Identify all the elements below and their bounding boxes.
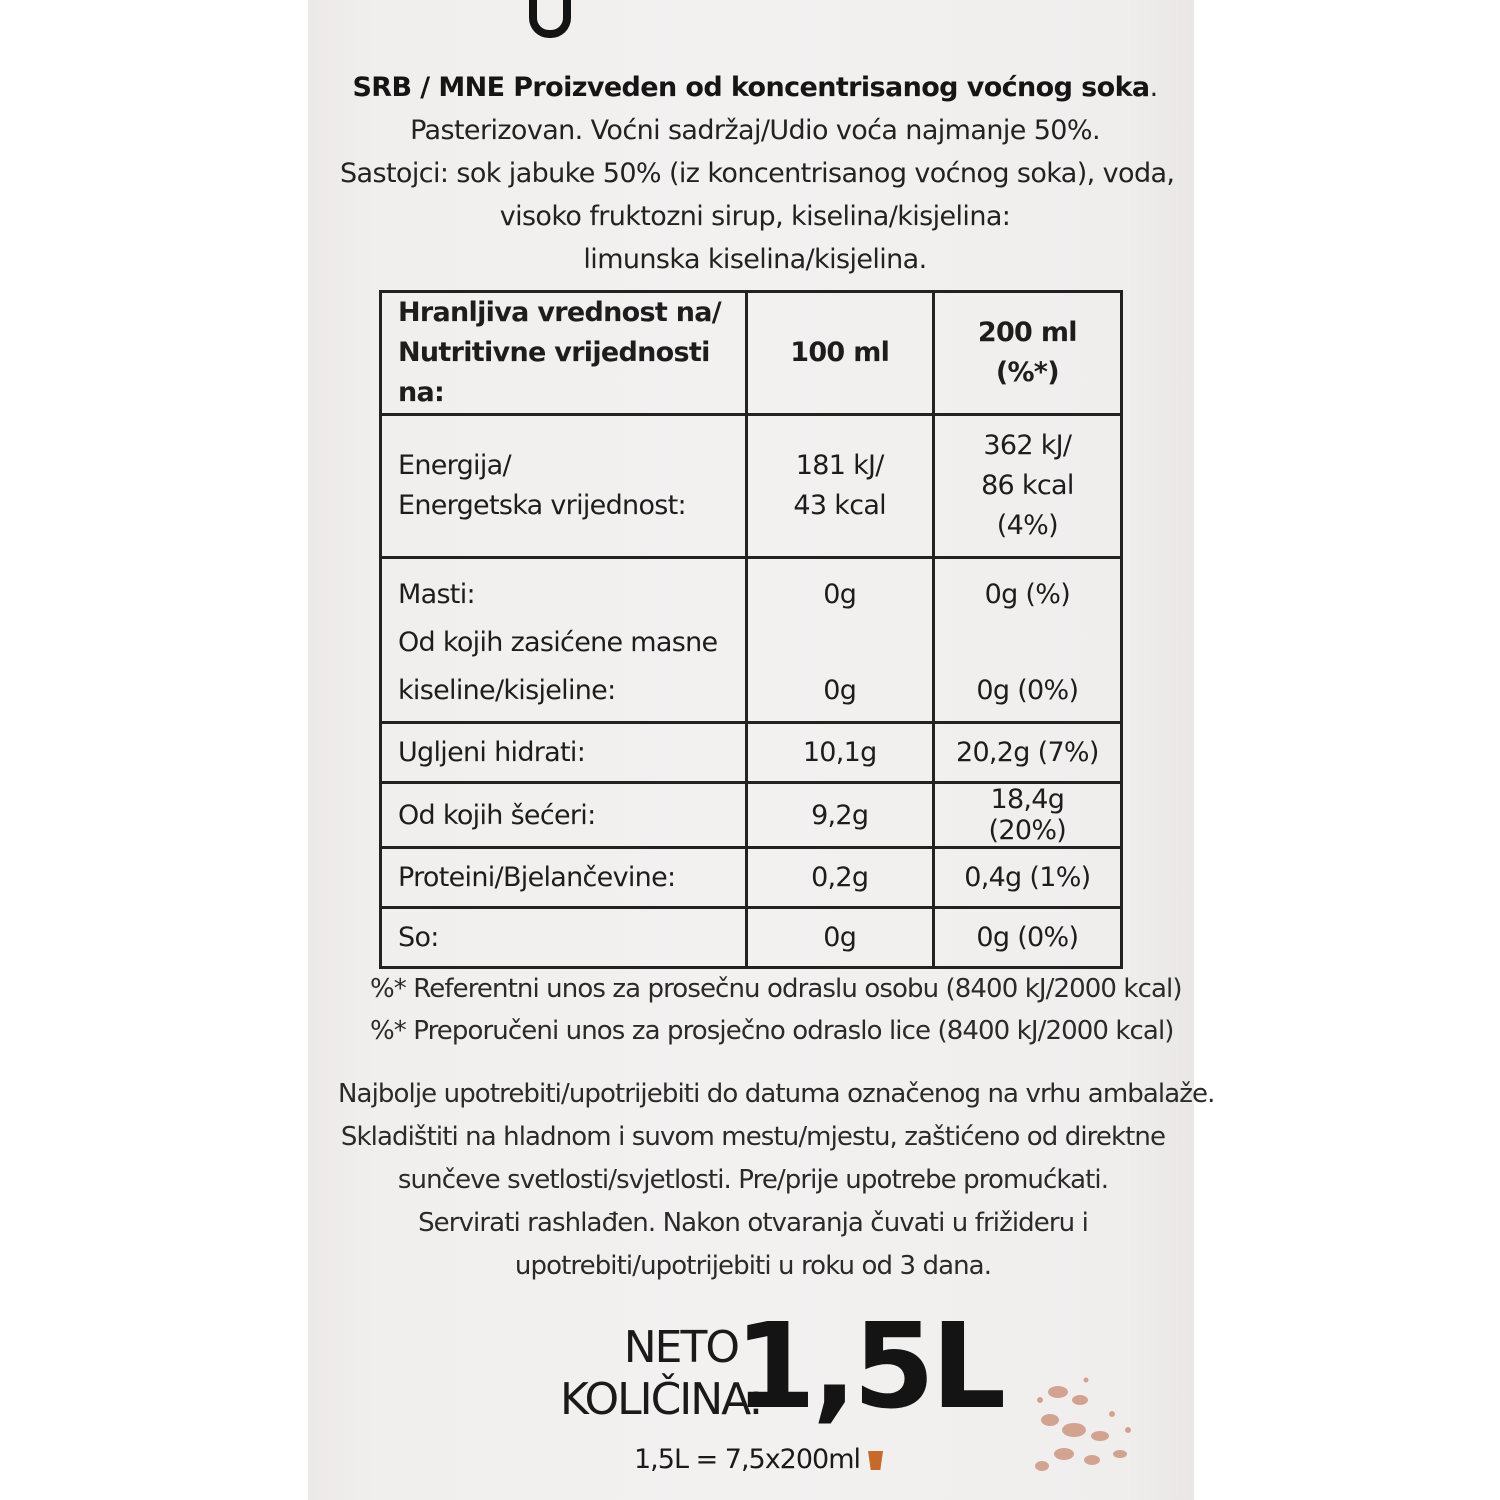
saturated-label-line: kiseline/kisjeline:	[398, 675, 616, 706]
reference-line: %* Preporučeni unos za prosječno odraslo lice (8400 kJ/2000 kcal)	[370, 1016, 1174, 1046]
product-description	[340, 66, 1175, 281]
carbohydrates-100ml: 10,1g	[746, 723, 933, 783]
sugars-200ml: 18,4g (20%)	[933, 783, 1121, 848]
ingredients-line: visoko fruktozni sirup, kiselina/kisjelina:	[499, 201, 1011, 232]
protein-label: Proteini/Bjelančevine:	[381, 848, 747, 908]
header-label-line: Hranljiva vrednost na/	[398, 297, 721, 328]
sugars-row	[381, 783, 1122, 848]
nutrition-table	[379, 290, 1123, 969]
fat-200ml	[933, 558, 1121, 723]
energy-label-line: Energetska vrijednost:	[398, 490, 686, 521]
description-lead-tail: .	[1149, 72, 1158, 103]
carbohydrates-label: Ugljeni hidrati:	[381, 723, 747, 783]
protein-100ml: 0,2g	[746, 848, 933, 908]
fat-row	[381, 558, 1122, 723]
description-line: Pasterizovan. Voćni sadržaj/Udio voća najmanje 50%.	[410, 115, 1100, 146]
stain-mark	[1028, 1370, 1144, 1480]
energy-100ml-kcal: 43 kcal	[793, 490, 886, 521]
fat-100ml-value: 0g	[823, 579, 857, 610]
energy-200ml-kcal: 86 kcal	[981, 470, 1074, 501]
carbohydrates-row	[381, 723, 1122, 783]
salt-label: So:	[381, 908, 747, 968]
fat-label	[381, 558, 747, 723]
salt-200ml: 0g (0%)	[933, 908, 1121, 968]
energy-row	[381, 415, 1122, 558]
energy-label-line: Energija/	[398, 450, 511, 481]
storage-line: Skladištiti na hladnom i suvom mestu/mjestu, zaštićeno od direktne	[340, 1122, 1166, 1152]
protein-row	[381, 848, 1122, 908]
storage-line: sunčeve svetlosti/svjetlosti. Pre/prije upotrebe promućkati.	[397, 1165, 1109, 1195]
energy-200ml-percent: (4%)	[996, 510, 1058, 541]
protein-200ml: 0,4g (1%)	[933, 848, 1121, 908]
reference-line: %* Referentni unos za prosečnu odraslu osobu (8400 kJ/2000 kcal)	[370, 974, 1182, 1004]
net-label-line: NETO	[623, 1322, 738, 1373]
net-quantity-label	[560, 1322, 762, 1426]
fat-100ml	[746, 558, 933, 723]
sugars-label: Od kojih šećeri:	[381, 783, 747, 848]
saturated-100ml-value: 0g	[823, 675, 857, 706]
portion-info	[634, 1442, 883, 1478]
net-quantity-value: 1,5L	[734, 1297, 1003, 1435]
description-lead	[340, 66, 1170, 109]
header-label	[381, 292, 747, 415]
storage-line: Najbolje upotrebiti/upotrijebiti do datuma označenog na vrhu ambalaže.	[338, 1079, 1215, 1109]
storage-line: Servirati rashlađen. Nakon otvaranja čuvati u frižideru i	[418, 1208, 1088, 1238]
reference-intake-note	[370, 968, 1182, 1052]
brand-logo-fragment	[529, 0, 571, 38]
energy-200ml	[933, 415, 1121, 558]
fat-label-text: Masti:	[398, 579, 475, 610]
ingredients-line: Sastojci: sok jabuke 50% (iz koncentrisanog voćnog soka), voda,	[340, 158, 1175, 189]
description-lead-bold: SRB / MNE Proizveden od koncentrisanog voćnog soka	[352, 72, 1150, 103]
header-label-line: Nutritivne vrijednosti na:	[398, 337, 710, 408]
storage-line: upotrebiti/upotrijebiti u roku od 3 dana.	[514, 1251, 992, 1281]
energy-100ml-kj: 181 kJ/	[795, 450, 884, 481]
sugars-100ml: 9,2g	[746, 783, 933, 848]
storage-instructions	[338, 1073, 1215, 1288]
net-label-line: KOLIČINA:	[560, 1374, 762, 1425]
saturated-label-line: Od kojih zasićene masne	[398, 627, 718, 658]
nutrition-header-row	[381, 292, 1122, 415]
ingredients-line: limunska kiselina/kisjelina.	[583, 244, 927, 275]
salt-row	[381, 908, 1122, 968]
cup-icon	[868, 1451, 883, 1470]
energy-label	[381, 415, 747, 558]
portion-text: 1,5L = 7,5x200ml	[634, 1444, 861, 1475]
header-200ml: 200 ml (%*)	[933, 292, 1121, 415]
header-100ml: 100 ml	[746, 292, 933, 415]
energy-200ml-kj: 362 kJ/	[983, 430, 1072, 461]
carbohydrates-200ml: 20,2g (7%)	[933, 723, 1121, 783]
fat-200ml-value: 0g (%)	[984, 579, 1071, 610]
saturated-200ml-value: 0g (0%)	[976, 675, 1079, 706]
salt-100ml: 0g	[746, 908, 933, 968]
energy-100ml	[746, 415, 933, 558]
